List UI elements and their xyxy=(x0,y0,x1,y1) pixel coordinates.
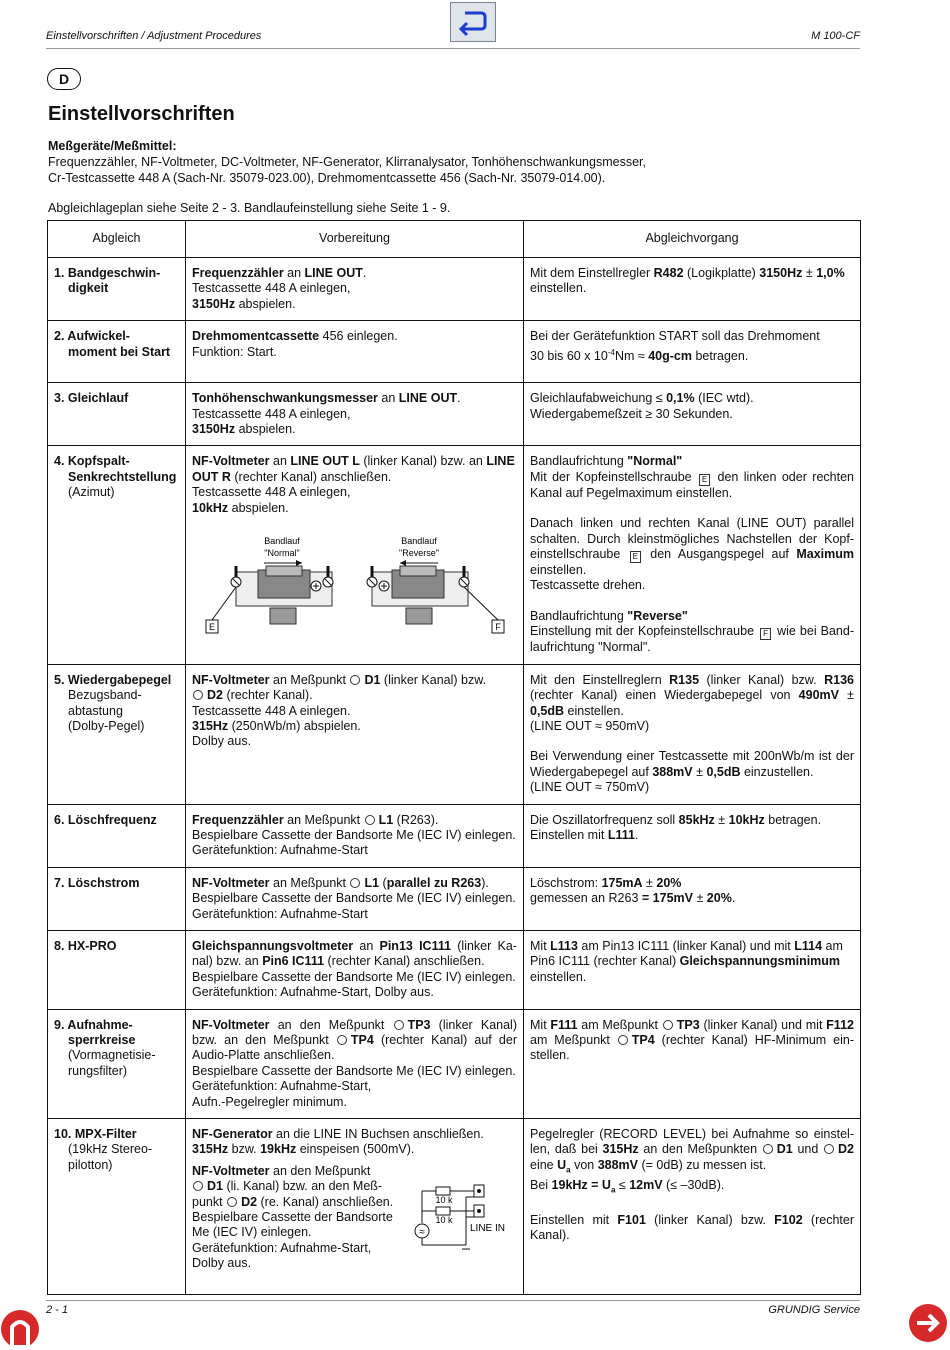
azimuth-diagram xyxy=(192,536,512,646)
equipment-line-2: Cr-Testcassette 448 A (Sach-Nr. 35079-023.00), Drehmomentcassette 456 (Sach-Nr. 35079-014.00). xyxy=(48,171,606,185)
back-button[interactable] xyxy=(450,2,496,42)
row5-prep: NF-Voltmeter an Meßpunkt D1 (linker Kanal) bzw. D2 (rechter Kanal). Testcassette 448 A einlegen. 315Hz (250nWb/m) abspielen. Dolby aus. xyxy=(186,664,524,804)
table-row xyxy=(48,383,861,446)
col-header-vorbereitung: Vorbereitung xyxy=(186,221,524,258)
page-number: 2 - 1 xyxy=(46,1304,69,1316)
adjustment-table xyxy=(47,220,861,1295)
page-title: Einstellvorschriften xyxy=(48,103,235,125)
language-badge: D xyxy=(47,68,81,90)
row7-label: 7. Löschstrom xyxy=(48,867,186,930)
row4-label: 4. Kopfspalt- Senkrechtstellung (Azimut) xyxy=(48,446,186,664)
col-header-abgleichvorgang: Abgleichvorgang xyxy=(524,221,861,258)
table-header-row xyxy=(48,221,861,258)
table-row xyxy=(48,258,861,321)
row9-proc: Mit F111 am Meßpunkt TP3 (linker Kanal) und mit F112 am Meßpunkt TP4 (rechter Kanal) HF-Minimum ein-stellen. xyxy=(524,1009,861,1118)
reference-line: Abgleichlageplan siehe Seite 2 - 3. Bandlaufeinstellung siehe Seite 1 - 9. xyxy=(48,201,451,215)
col-header-abgleich: Abgleich xyxy=(48,221,186,258)
diagram-reverse-label: "Reverse" xyxy=(399,548,439,559)
row6-proc: Die Oszillatorfrequenz soll 85kHz ± 10kHz betragen. Einstellen mit L111. xyxy=(524,804,861,867)
row5-label: 5. Wiedergabepegel Bezugsband- abtastung (Dolby-Pegel) xyxy=(48,664,186,804)
row7-prep: NF-Voltmeter an Meßpunkt L1 (parallel zu R263). Bespielbare Cassette der Bandsorte Me (IEC IV) einlegen. Gerätefunktion: Aufnahme-Start xyxy=(186,867,524,930)
row1-proc: Mit dem Einstellregler R482 (Logikplatte) 3150Hz ± 1,0% einstellen. xyxy=(524,258,861,321)
return-arrow-icon xyxy=(451,3,495,41)
footer-brand: GRUNDIG Service xyxy=(768,1304,860,1316)
row6-prep: Frequenzzähler an Meßpunkt L1 (R263). Bespielbare Cassette der Bandsorte Me (IEC IV) einlegen. Gerätefunktion: Aufnahme-Start xyxy=(186,804,524,867)
table-row xyxy=(48,1119,861,1295)
row4-prep: NF-Voltmeter an LINE OUT L (linker Kanal) bzw. an LINE OUT R (rechter Kanal) anschließen. Testcassette 448 A einlegen, 10kHz abspielen. Bandlauf "Normal" E Bandlauf "Reverse" F xyxy=(186,446,524,664)
row8-label: 8. HX-PRO xyxy=(48,930,186,1009)
diagram-bandlauf-right: Bandlauf xyxy=(401,536,437,547)
header-left: Einstellvorschriften / Adjustment Procedures xyxy=(46,30,262,42)
diagram-normal-label: "Normal" xyxy=(264,548,300,559)
svg-text:≈: ≈ xyxy=(419,1227,425,1239)
row2-proc: Bei der Gerätefunktion START soll das Drehmoment 30 bis 60 x $10^{-4}Nm \approx 40g-cm$ betragen. xyxy=(524,321,861,383)
row10-prep: NF-Generator an die LINE IN Buchsen anschließen. 315Hz bzw. 19kHz einspeisen (500mV). NF-Voltmeter an den Meßpunkt D1 (li. Kanal) bzw. an den Meß-punkt D2 (re. Kanal) anschließen. Bespielbare Cassette der Bandsorte Me (IEC IV) einlegen. Gerätefunktion: Aufnahme-Start, Dolby aus. 10 k 10 k ≈ LINE IN xyxy=(186,1119,524,1295)
row3-prep: Tonhöhenschwankungsmesser an LINE OUT. Testcassette 448 A einlegen, 3150Hz abspielen. xyxy=(186,383,524,446)
row3-proc: Gleichlaufabweichung ≤ 0,1% (IEC wtd). Wiedergabemeßzeit ≥ 30 Sekunden. xyxy=(524,383,861,446)
row8-prep: Gleichspannungsvoltmeter an Pin13 IC111 (linker Ka-nal) bzw. an Pin6 IC111 (rechter Kanal) anschließen. Bespielbare Cassette der Bandsorte Me (IEC IV) einlegen. Gerätefunktion: Aufnahme-Start, Dolby aus. xyxy=(186,930,524,1009)
row3-label: 3. Gleichlauf xyxy=(48,383,186,446)
table-row xyxy=(48,664,861,804)
row9-label: 9. Aufnahme- sperrkreise (Vormagnetisie- rungsfilter) xyxy=(48,1009,186,1118)
table-row xyxy=(48,446,861,664)
diagram-e-label: E xyxy=(208,622,216,633)
next-arrow-icon xyxy=(908,1303,948,1343)
resistor-1-label: 10 k xyxy=(435,1195,453,1206)
row4-proc: Bandlaufrichtung "Normal" Mit der Kopfeinstellschraube E den linken oder rechten Kanal auf Pegelmaximum einstellen. Danach linken und rechten Kanal (LINE OUT) parallel schalten. Durch kleinstmögliches Nachstellen der Kopf-einstellschraube E den Ausgangspegel auf Maximum einstellen. Testcassette drehen. Bandlaufrichtung "Reverse" Einstellung mit der Kopfeinstellschraube F wie bei Band-laufrichtung "Normal". xyxy=(524,446,861,664)
row6-label: 6. Löschfrequenz xyxy=(48,804,186,867)
row2-prep: Drehmomentcassette 456 einlegen. Funktion: Start. xyxy=(186,321,524,383)
row8-proc: Mit L113 am Pin13 IC111 (linker Kanal) und mit L114 am Pin6 IC111 (rechter Kanal) Gleichspannungsminimum einstellen. xyxy=(524,930,861,1009)
row2-label: 2. Aufwickel- moment bei Start xyxy=(48,321,186,383)
row5-proc: Mit den Einstellreglern R135 (linker Kanal) bzw. R136 (rechter Kanal) einen Wiedergabepegel von 490mV ± 0,5dB einstellen. (LINE OUT ≈ 950mV) Bei Verwendung einer Testcassette mit 200nWb/m ist der Wiedergabepegel auf 388mV ± 0,5dB einzustellen. (LINE OUT ≈ 750mV) xyxy=(524,664,861,804)
page-footer xyxy=(46,1300,860,1316)
previous-page-button[interactable] xyxy=(0,1305,40,1345)
row10-label: 10. MPX-Filter (19kHz Stereo- pilotton) xyxy=(48,1119,186,1295)
row1-prep: Frequenzzähler an LINE OUT. Testcassette 448 A einlegen, 3150Hz abspielen. xyxy=(186,258,524,321)
intro-section xyxy=(48,138,868,216)
equipment-line-1: Frequenzzähler, NF-Voltmeter, DC-Voltmeter, NF-Generator, Klirranalysator, Tonhöhenschwankungsmesser, xyxy=(48,155,646,169)
table-row xyxy=(48,804,861,867)
previous-page-icon xyxy=(0,1305,40,1345)
diagram-bandlauf-left: Bandlauf xyxy=(264,536,300,547)
next-page-button[interactable] xyxy=(908,1303,948,1343)
row10-proc: Pegelregler (RECORD LEVEL) bei Aufnahme so einstel-len, daß bei 315Hz an den Meßpunkten D1 und D2 eine $U_a$ von 388mV (= 0dB) zu messen ist. Bei $19kHz = U_a \le 12mV$ (≤ –30dB). Einstellen mit F101 (linker Kanal) bzw. F102 (rechter Kanal). xyxy=(524,1119,861,1295)
line-in-label: LINE IN xyxy=(470,1223,506,1235)
diagram-f-label: F xyxy=(495,622,501,633)
row1-label: 1. Bandgeschwin- digkeit xyxy=(48,258,186,321)
equipment-heading: Meßgeräte/Meßmittel: xyxy=(48,139,177,153)
table-row xyxy=(48,867,861,930)
header-right: M 100-CF xyxy=(811,30,860,42)
resistor-2-label: 10 k xyxy=(435,1215,453,1226)
table-row xyxy=(48,1009,861,1118)
table-row xyxy=(48,930,861,1009)
row9-prep: NF-Voltmeter an den Meßpunkt TP3 (linker Kanal) bzw. an den Meßpunkt TP4 (rechter Kanal) auf der Audio-Platte anschließen. Bespielbare Cassette der Bandsorte Me (IEC IV) einlegen. Gerätefunktion: Aufnahme-Start, Aufn.-Pegelregler minimum. xyxy=(186,1009,524,1118)
table-row xyxy=(48,321,861,383)
line-in-circuit-diagram xyxy=(414,1183,524,1253)
row7-proc: Löschstrom: 175mA ± 20% gemessen an R263 = 175mV ± 20%. xyxy=(524,867,861,930)
